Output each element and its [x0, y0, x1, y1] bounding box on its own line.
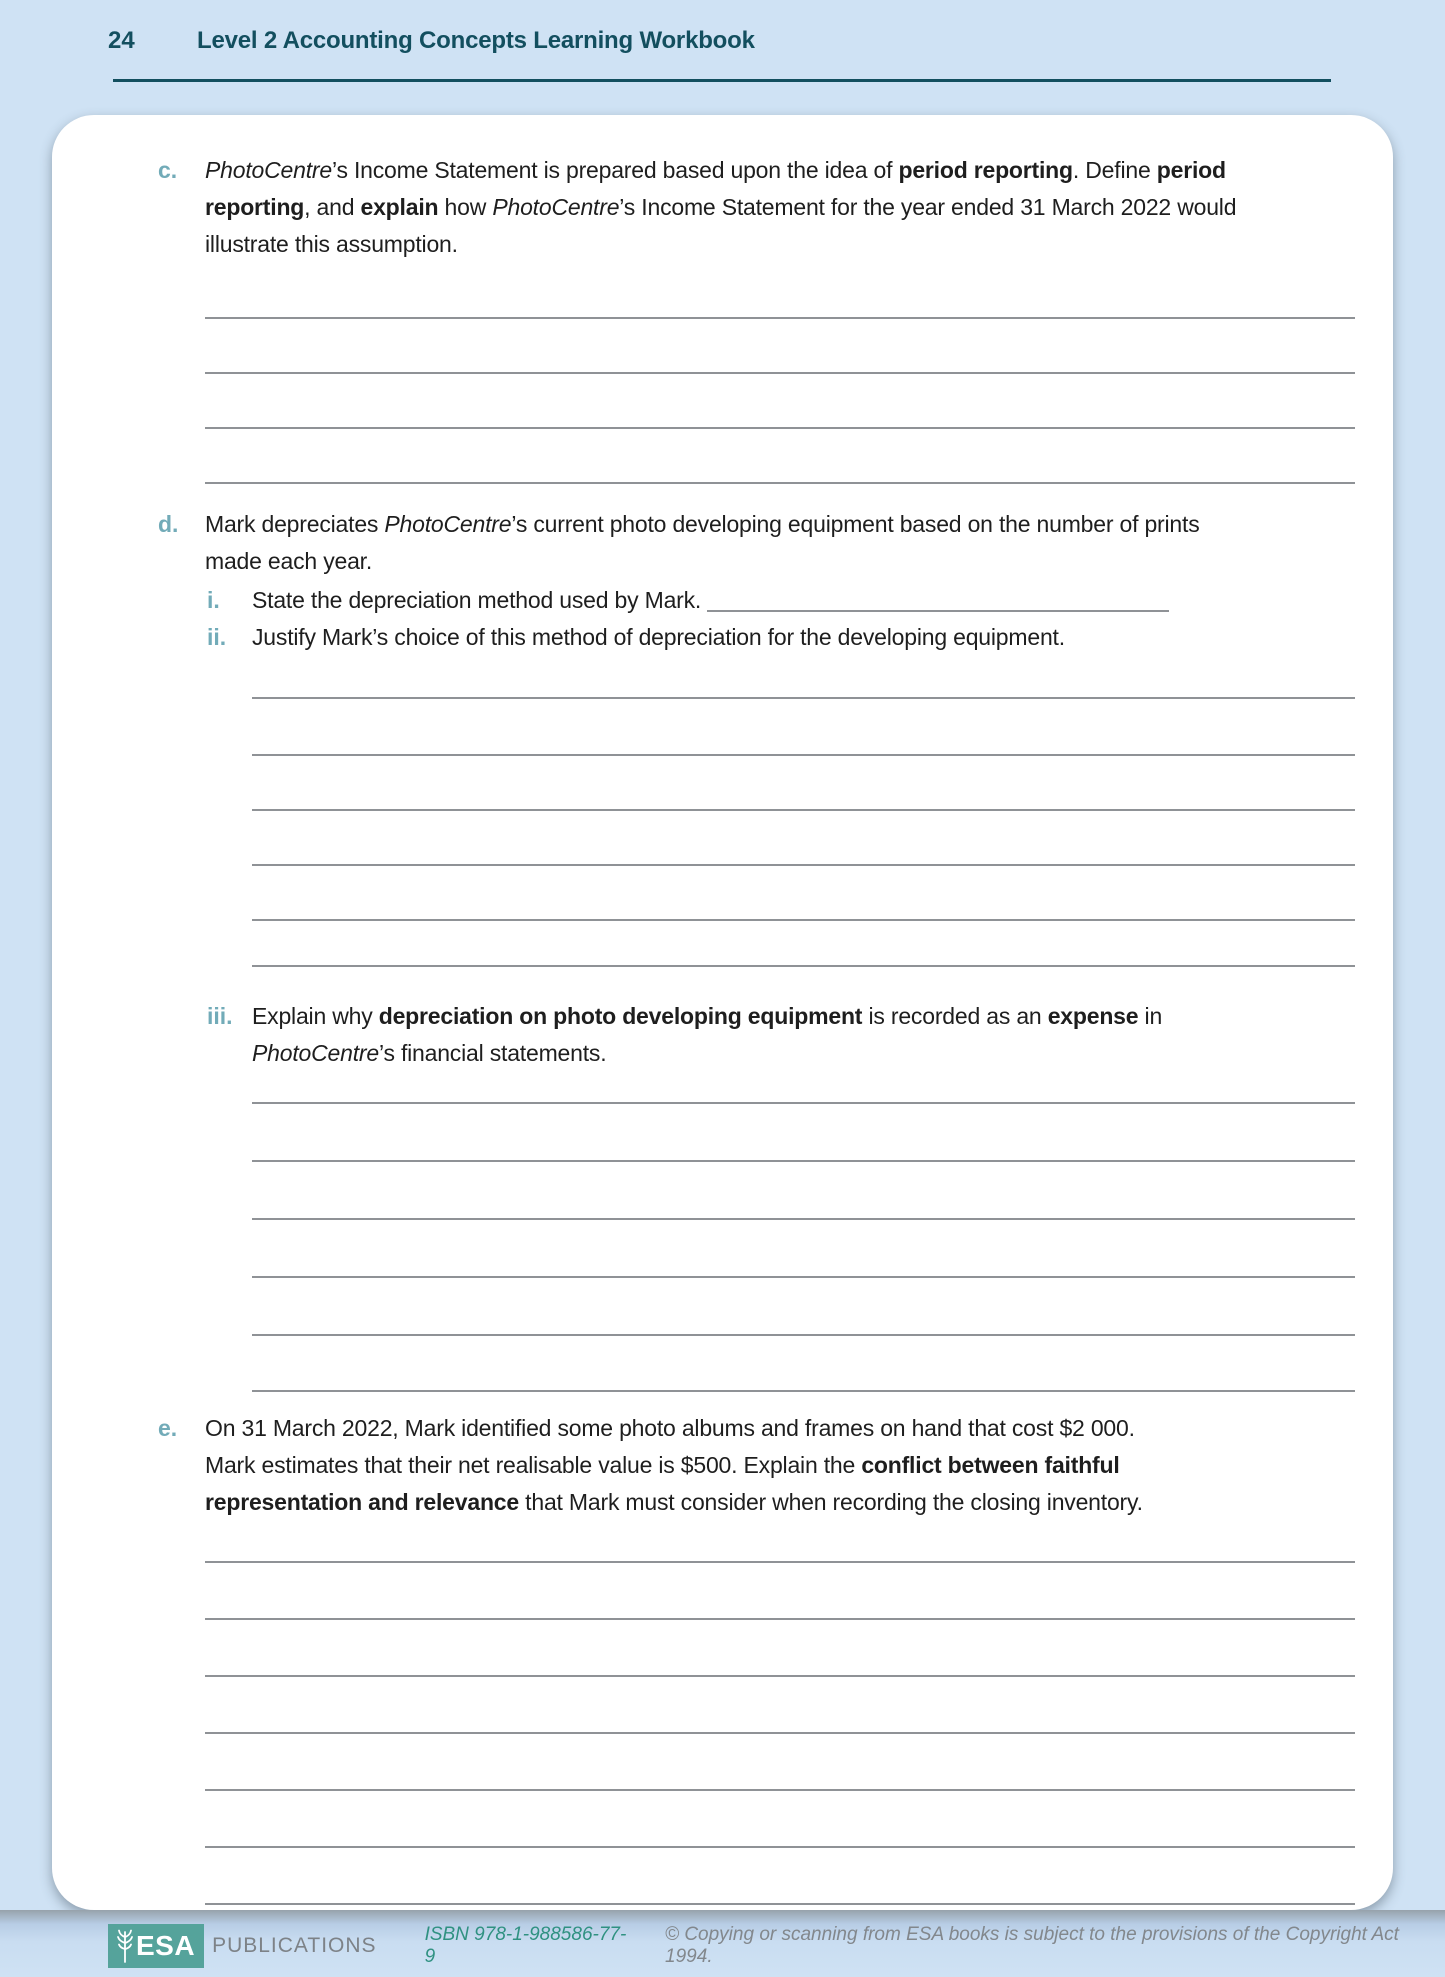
answer-line	[205, 1734, 1355, 1791]
answer-line	[252, 756, 1355, 811]
header-rule	[113, 79, 1331, 82]
answer-line	[252, 1162, 1355, 1220]
answer-line	[252, 699, 1355, 756]
question-c	[52, 152, 1393, 484]
answer-line	[205, 1521, 1355, 1563]
question-d-sub-iii	[52, 998, 1393, 1072]
inline-answer-line	[707, 590, 1169, 612]
answer-line	[205, 1791, 1355, 1848]
esa-logo-text: ESA	[136, 1929, 196, 1961]
question-d-i-text	[252, 582, 1333, 619]
answer-line	[205, 1563, 1355, 1620]
answer-line	[252, 1336, 1355, 1392]
answer-line	[205, 374, 1355, 429]
answer-line	[252, 866, 1355, 921]
answer-line	[252, 1104, 1355, 1162]
footer	[0, 1910, 1445, 1977]
question-d-i-prompt: State the depreciation method used by Mark.	[252, 587, 708, 613]
question-d-ii-text: Justify Mark’s choice of this method of depreciation for the developing equipment.	[252, 624, 1065, 650]
question-d-iii-text: Explain why depreciation on photo developing equipment is recorded as an expense in PhotoCentre’s financial statements.	[252, 1003, 1163, 1066]
question-d-sub-i	[52, 582, 1393, 619]
content-card	[52, 115, 1393, 1910]
copyright-text: © Copying or scanning from ESA books is subject to the provisions of the Copyright Act 1994.	[665, 1923, 1399, 1967]
answer-line	[205, 1848, 1355, 1905]
question-d-sub-ii	[52, 619, 1393, 656]
question-d-iii-label: iii.	[207, 1003, 233, 1029]
page-number: 24	[108, 27, 135, 54]
isbn-text: ISBN 978-1-988586-77-9	[424, 1923, 627, 1967]
question-d-label: d.	[158, 511, 179, 537]
question-d-iii-answer-lines	[252, 1072, 1355, 1392]
workbook-title: Level 2 Accounting Concepts Learning Workbook	[197, 27, 755, 54]
answer-line	[252, 921, 1355, 967]
esa-fern-icon	[114, 1928, 136, 1964]
answer-line	[205, 1677, 1355, 1734]
answer-line	[205, 429, 1355, 484]
question-c-text: PhotoCentre’s Income Statement is prepared based upon the idea of period reporting. Define period reporting, and explain how PhotoCentre’s Income Statement for the year ended 31 March 2022 would illustrate this assumption.	[205, 157, 1237, 257]
answer-line	[252, 656, 1355, 699]
question-e-answer-lines	[205, 1521, 1355, 1910]
question-d-ii-answer-lines	[252, 656, 1355, 967]
question-d-i-label: i.	[207, 587, 220, 613]
answer-line	[252, 1220, 1355, 1278]
question-c-answer-lines	[205, 263, 1355, 484]
answer-line	[205, 319, 1355, 374]
answer-line	[252, 811, 1355, 866]
question-d-ii-label: ii.	[207, 624, 227, 650]
question-d-text: Mark depreciates PhotoCentre’s current photo developing equipment based on the number of prints made each year.	[205, 511, 1200, 574]
answer-line	[205, 263, 1355, 319]
question-d	[52, 506, 1393, 1392]
question-e	[52, 1410, 1393, 1910]
esa-logo	[108, 1924, 204, 1968]
answer-line	[252, 1072, 1355, 1104]
publications-label: PUBLICATIONS	[212, 1933, 377, 1957]
question-c-label: c.	[158, 157, 178, 183]
answer-line	[205, 1620, 1355, 1677]
answer-line	[252, 1278, 1355, 1336]
question-e-label: e.	[158, 1415, 178, 1441]
question-e-text: On 31 March 2022, Mark identified some photo albums and frames on hand that cost $2 000. Mark estimates that their net realisable value is $500. Explain the conflict between faithful representation and relevance that Mark must consider when recording the closing inventory.	[205, 1415, 1143, 1515]
